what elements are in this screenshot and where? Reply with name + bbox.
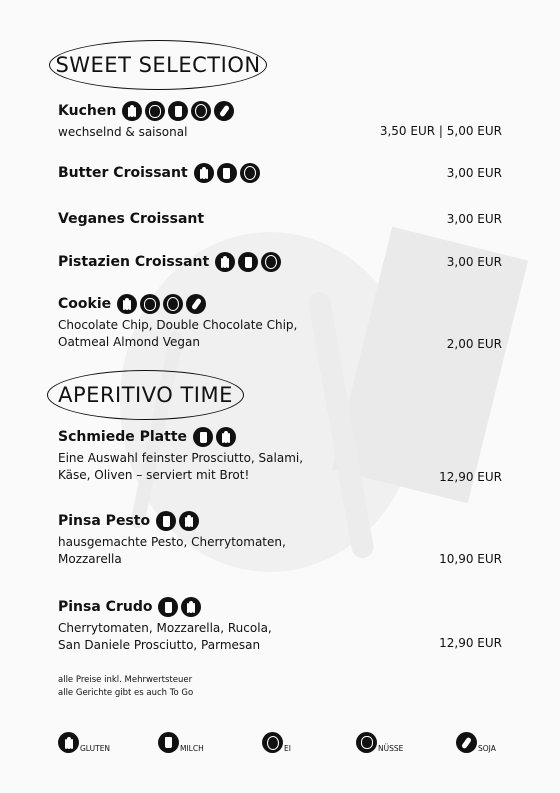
egg-icon [163, 294, 183, 314]
note-vat: alle Preise inkl. Mehrwertsteuer [58, 675, 193, 685]
item-name: Pinsa Crudo [58, 599, 153, 615]
soy-bean-icon [456, 732, 477, 753]
wheat-icon [58, 732, 79, 753]
note-to-go: alle Gerichte gibt es auch To Go [58, 688, 194, 698]
wheat-icon [216, 427, 236, 447]
section-title-aperitivo: APERITIVO TIME [47, 370, 244, 420]
nut-icon [145, 101, 165, 121]
menu-item-kuchen [58, 100, 502, 141]
item-description-line: San Daniele Prosciutto, Parmesan [58, 638, 261, 652]
milk-bottle-icon [158, 597, 178, 617]
item-name: Butter Croissant [58, 165, 188, 181]
milk-bottle-icon [217, 163, 237, 183]
item-description: wechselnd & saisonal [58, 125, 188, 139]
milk-bottle-icon [168, 101, 188, 121]
legend-label: NÜSSE [378, 744, 404, 753]
item-name: Pinsa Pesto [58, 513, 151, 529]
item-description [58, 534, 502, 568]
item-name: Schmiede Platte [58, 429, 188, 445]
item-description [58, 450, 502, 484]
legend-nuesse [356, 732, 403, 753]
wheat-icon [215, 252, 235, 272]
item-price: 3,00 EUR [446, 255, 502, 269]
menu-item-cookie [58, 293, 502, 351]
item-price: 10,90 EUR [439, 552, 502, 566]
milk-bottle-icon [238, 252, 258, 272]
price-notes [58, 674, 193, 700]
legend-ei [262, 732, 291, 753]
legend-soja [456, 732, 496, 753]
menu-item-butter-croissant [58, 162, 502, 184]
menu-item-pinsa-crudo [58, 596, 502, 654]
item-price: 12,90 EUR [439, 636, 502, 650]
item-price: 12,90 EUR [439, 470, 502, 484]
item-description-line: Mozzarella [58, 552, 122, 566]
wheat-icon [179, 511, 199, 531]
item-name: Kuchen [58, 103, 117, 119]
item-price: 3,00 EUR [446, 166, 502, 180]
item-description-line: Käse, Oliven – serviert mit Brot! [58, 468, 250, 482]
item-price: 3,50 EUR | 5,00 EUR [379, 124, 502, 138]
item-name: Pistazien Croissant [58, 254, 210, 270]
legend-label: MILCH [180, 744, 204, 753]
allergen-legend [58, 732, 504, 758]
menu-item-schmiede-platte [58, 426, 502, 484]
egg-icon [240, 163, 260, 183]
soy-bean-icon [186, 294, 206, 314]
item-name: Cookie [58, 296, 112, 312]
item-description-line: Cherrytomaten, Mozzarella, Rucola, [58, 621, 272, 635]
egg-icon [191, 101, 211, 121]
milk-bottle-icon [156, 511, 176, 531]
menu-item-pinsa-pesto [58, 510, 502, 568]
item-description [58, 620, 502, 654]
soy-bean-icon [214, 101, 234, 121]
item-name: Veganes Croissant [58, 211, 205, 227]
milk-bottle-icon [158, 732, 179, 753]
item-description-line: hausgemachte Pesto, Cherrytomaten, [58, 535, 286, 549]
wheat-icon [117, 294, 137, 314]
item-price: 3,00 EUR [446, 212, 502, 226]
nut-icon [356, 732, 377, 753]
menu-item-pistazien-croissant [58, 251, 502, 273]
nut-icon [140, 294, 160, 314]
item-description-line: Eine Auswahl feinster Prosciutto, Salami, [58, 451, 304, 465]
wheat-icon [181, 597, 201, 617]
legend-milch [158, 732, 204, 753]
wheat-icon [122, 101, 142, 121]
legend-gluten [58, 732, 110, 753]
egg-icon [262, 732, 283, 753]
milk-bottle-icon [193, 427, 213, 447]
egg-icon [261, 252, 281, 272]
legend-label: EI [284, 744, 291, 753]
menu-item-veganes-croissant [58, 208, 502, 230]
legend-label: SOJA [478, 744, 496, 753]
legend-label: GLUTEN [80, 744, 111, 753]
item-description-line: Chocolate Chip, Double Chocolate Chip, [58, 318, 298, 332]
item-description [58, 317, 502, 351]
wheat-icon [194, 163, 214, 183]
item-price: 2,00 EUR [446, 337, 502, 351]
section-title-sweet: SWEET SELECTION [49, 40, 267, 90]
item-description-line: Oatmeal Almond Vegan [58, 335, 200, 349]
